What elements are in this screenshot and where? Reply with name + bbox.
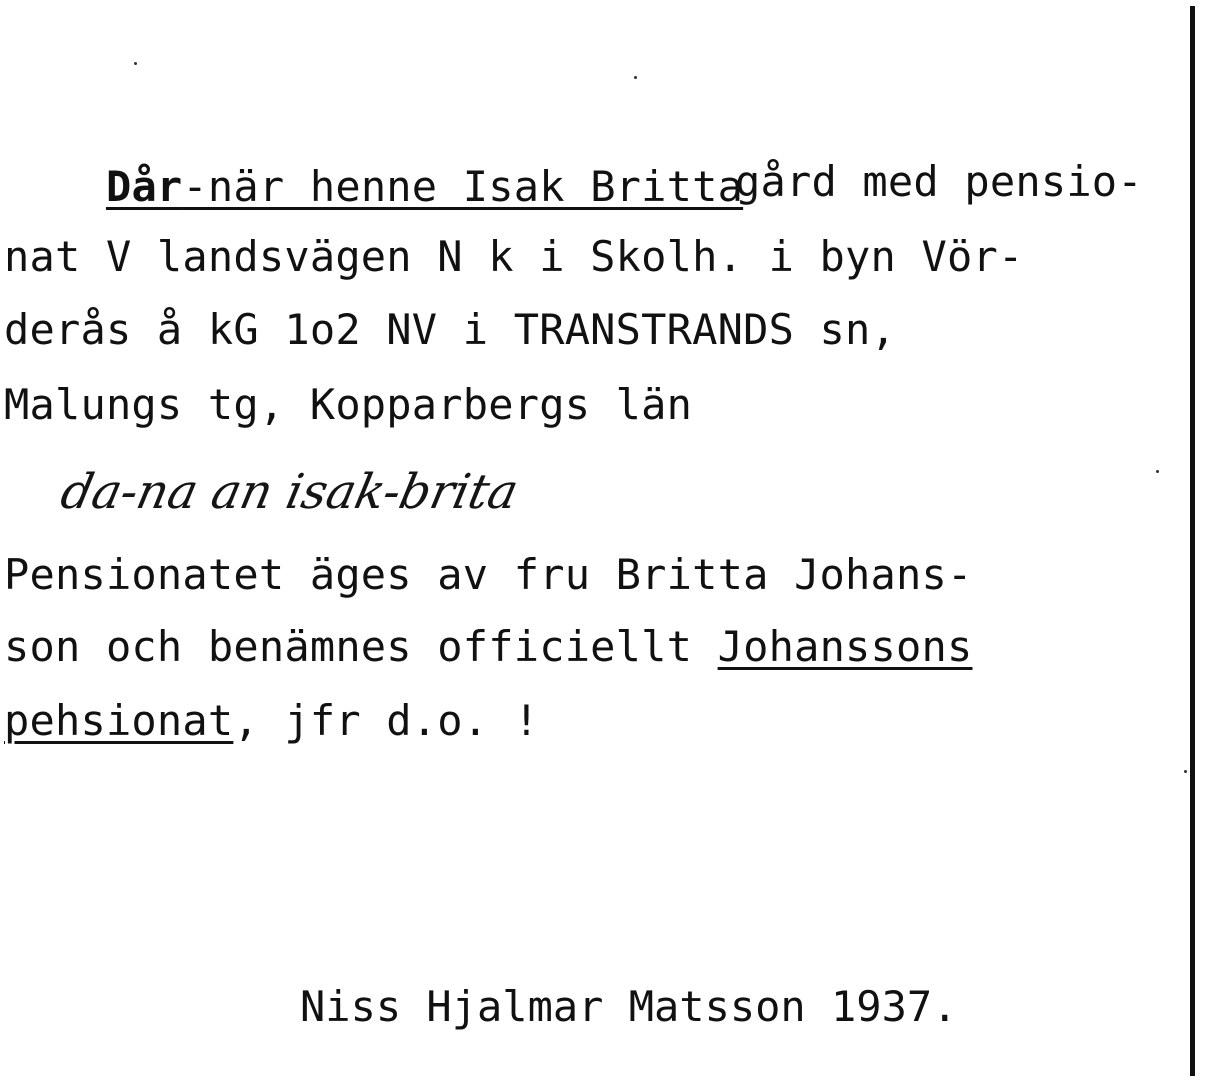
heading-prefix: Dår [105,162,183,211]
recorder-signature: Niss Hjalmar Matsson 1937. [300,982,958,1031]
body-line-1: gård med pensio- [735,157,1143,206]
card-edge-rule [1190,6,1195,1076]
body-line-3: derås å kG 1o2 NV i TRANSTRANDS sn, [4,305,897,354]
handwritten-pronunciation: da-na an isak-brita [56,464,524,520]
paragraph-line-3 [4,696,539,746]
heading-title: -när henne Isak Britta [182,162,744,211]
paragraph-line-2-text: son och benämnes officiellt [4,622,718,671]
official-name-underlined: Johanssons [717,622,973,671]
paragraph-line-1: Pensionatet äges av fru Britta Johans- [4,550,973,599]
official-name-underlined-2: pehsionat [4,696,234,745]
scan-speck [134,62,137,65]
paragraph-line-2 [4,622,973,672]
scan-speck [1156,470,1159,473]
body-line-2: nat V landsvägen N k i Skolh. i byn Vör- [4,232,1024,281]
scan-speck [1184,770,1187,773]
scan-speck [634,76,637,79]
paragraph-line-3-text: , jfr d.o. ! [233,696,540,745]
body-line-4: Malungs tg, Kopparbergs län [4,380,693,429]
